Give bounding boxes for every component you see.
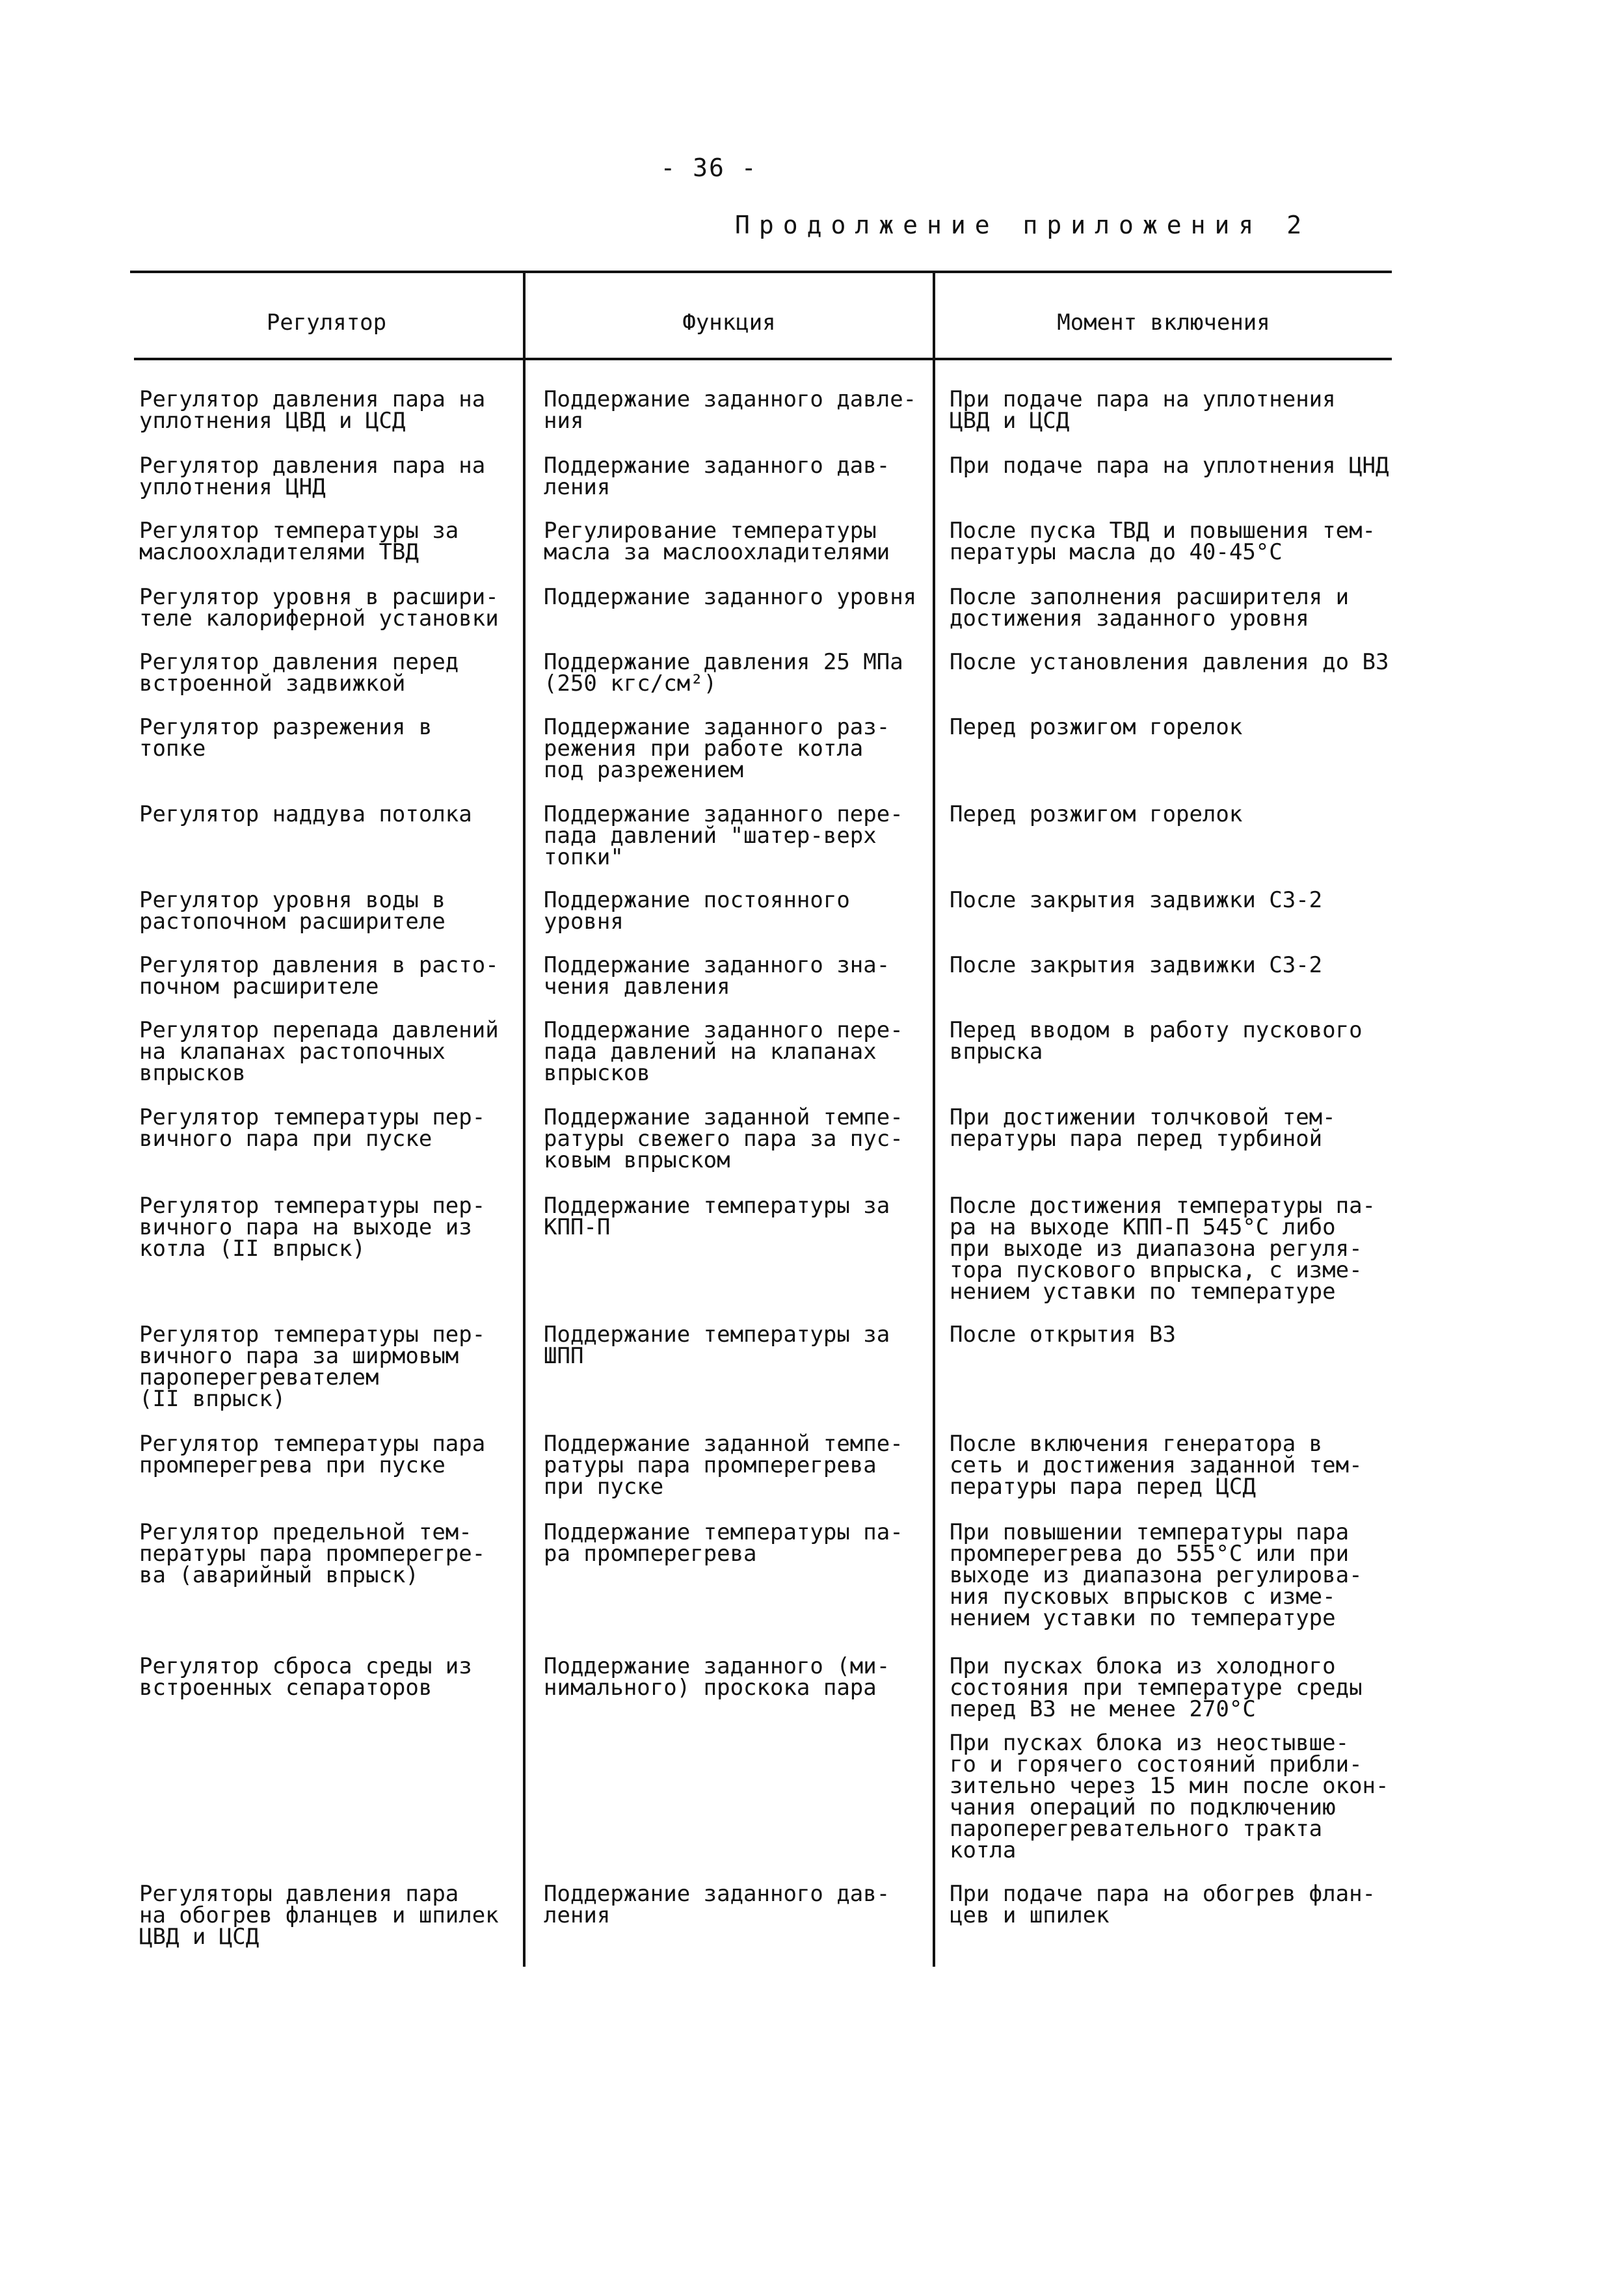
column-divider-1 [523, 272, 526, 1967]
cell-function: Поддержание давления 25 МПа (250 кгс/см²) [544, 649, 903, 697]
cell-moment: Перед розжигом горелок [950, 714, 1243, 740]
cell-function: Поддержание заданного раз- режения при работе котла под разрежением [544, 714, 890, 783]
cell-function: Поддержание заданной темпе- ратуры свежего пара за пус- ковым впрыском [544, 1104, 903, 1173]
cell-function: Поддержание температуры за ШПП [544, 1322, 890, 1369]
cell-function: Поддержание заданного дав- ления [544, 1881, 890, 1928]
cell-function: Поддержание заданного пере- пада давлений на клапанах впрысков [544, 1017, 903, 1086]
cell-regulator: Регулятор перепада давлений на клапанах растопочных впрысков [139, 1017, 499, 1086]
cell-regulator: Регулятор разрежения в топке [139, 714, 433, 762]
page-number: - 36 - [660, 153, 758, 182]
cell-moment: После установления давления до ВЗ [950, 649, 1389, 675]
cell-moment: После закрытия задвижки СЗ-2 [950, 887, 1323, 913]
cell-function: Поддержание заданной темпе- ратуры пара промперегрева при пуске [544, 1431, 903, 1500]
cell-regulator: Регулятор давления перед встроенной задвижкой [139, 649, 459, 697]
cell-regulator: Регулятор температуры пер- вичного пара при пуске [139, 1104, 486, 1152]
cell-moment: После пуска ТВД и повышения тем- пературы масла до 40-45°С [950, 518, 1376, 565]
cell-regulator: Регулятор наддува потолка [139, 801, 472, 827]
cell-function: Поддержание заданного (ми- нимального) проскока пара [544, 1653, 890, 1701]
cell-regulator: Регулятор давления пара на уплотнения ЦНД [139, 453, 486, 500]
cell-moment: После включения генератора в сеть и достижения заданной тем- пературы пара перед ЦСД [950, 1431, 1363, 1500]
header-moment: Момент включения [1057, 310, 1270, 336]
continuation-label: Продолжение приложения 2 [735, 211, 1311, 239]
cell-moment: После закрытия задвижки СЗ-2 [950, 952, 1323, 978]
cell-function: Поддержание заданного зна- чения давления [544, 952, 890, 1000]
cell-regulator: Регулятор уровня в расшири- теле калориферной установки [139, 584, 499, 632]
cell-moment: При повышении температуры пара промперегрева до 555°С или при выходе из диапазона регулирова- ния пусковых впрысков с изме- нением уставки по температуре [950, 1519, 1363, 1631]
cell-moment: После достижения температуры па- ра на выходе КПП-П 545°С либо при выходе из диапазона регуля- тора пускового впрыска, с изме- нением уставки по температуре [950, 1193, 1376, 1305]
cell-moment: Перед розжигом горелок [950, 801, 1243, 827]
cell-regulator: Регуляторы давления пара на обогрев фланцев и шпилек ЦВД и ЦСД [139, 1881, 499, 1950]
cell-regulator: Регулятор сброса среды из встроенных сепараторов [139, 1653, 472, 1701]
cell-regulator: Регулятор температуры пер- вичного пара за ширмовым пароперегревателем (II впрыск) [139, 1322, 486, 1412]
cell-moment: Перед вводом в работу пускового впрыска [950, 1017, 1363, 1065]
cell-function: Поддержание заданного пере- пада давлений "шатер-верх топки" [544, 801, 903, 870]
cell-moment-extra: При пусках блока из неостывше- го и горячего состояний прибли- зительно через 15 мин после окон- чания операций по подключению пароперегревательного тракта котла [950, 1730, 1389, 1863]
column-divider-2 [933, 272, 935, 1967]
cell-moment: При пусках блока из холодного состояния при температуре среды перед ВЗ не менее 270°С [950, 1653, 1363, 1722]
cell-moment: При подаче пара на уплотнения ЦНД [950, 453, 1389, 479]
cell-regulator: Регулятор температуры пер- вичного пара на выходе из котла (II впрыск) [139, 1193, 486, 1262]
table-top-rule [130, 271, 1392, 273]
cell-moment: При подаче пара на обогрев флан- цев и шпилек [950, 1881, 1376, 1928]
cell-regulator: Регулятор температуры пара промперегрева при пуске [139, 1431, 486, 1478]
cell-function: Поддержание заданного дав- ления [544, 453, 890, 500]
cell-moment: После открытия ВЗ [950, 1322, 1176, 1348]
cell-moment: При достижении толчковой тем- пературы пара перед турбиной [950, 1104, 1336, 1152]
cell-regulator: Регулятор давления в расто- почном расширителе [139, 952, 499, 1000]
cell-function: Поддержание постоянного уровня [544, 887, 850, 935]
table-header-rule [134, 358, 1392, 360]
cell-regulator: Регулятор уровня воды в растопочном расширителе [139, 887, 446, 935]
cell-regulator: Регулятор давления пара на уплотнения ЦВД и ЦСД [139, 386, 486, 434]
header-regulator: Регулятор [266, 310, 387, 336]
cell-moment: После заполнения расширителя и достижения заданного уровня [950, 584, 1350, 632]
cell-function: Поддержание заданного уровня [544, 584, 917, 610]
cell-regulator: Регулятор предельной тем- пературы пара промперегре- ва (аварийный впрыск) [139, 1519, 486, 1588]
header-function: Функция [682, 310, 776, 336]
cell-function: Регулирование температуры масла за маслоохладителями [544, 518, 890, 565]
cell-function: Поддержание температуры па- ра промперегрева [544, 1519, 903, 1567]
cell-regulator: Регулятор температуры за маслоохладителями ТВД [139, 518, 459, 565]
cell-moment: При подаче пара на уплотнения ЦВД и ЦСД [950, 386, 1336, 434]
cell-function: Поддержание температуры за КПП-П [544, 1193, 890, 1240]
cell-function: Поддержание заданного давле- ния [544, 386, 917, 434]
